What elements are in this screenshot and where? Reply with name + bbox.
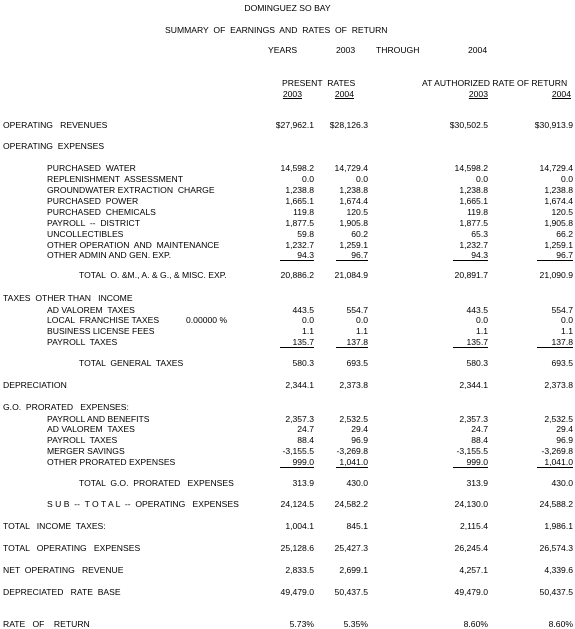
row-label: TOTAL OPERATING EXPENSES	[3, 543, 141, 553]
row-value: 0.0	[356, 174, 368, 184]
row-value: 137.8	[346, 337, 368, 347]
row-label: PURCHASED POWER	[47, 196, 139, 206]
subtotal-rule	[537, 260, 573, 261]
row-value: 580.3	[466, 358, 488, 368]
row-value: 119.8	[293, 207, 314, 217]
row-label: DEPRECIATED RATE BASE	[3, 587, 121, 597]
subtotal-rule	[453, 467, 488, 468]
row-value: 96.7	[556, 250, 573, 260]
row-label: REPLENISHMENT ASSESSMENT	[47, 174, 183, 184]
row-label: TAXES OTHER THAN INCOME	[3, 293, 133, 303]
row-value: 96.9	[351, 435, 368, 445]
row-value: 88.4	[471, 435, 488, 445]
row-label: PAYROLL AND BENEFITS	[47, 414, 150, 424]
row-label: OTHER OPERATION AND MAINTENANCE	[47, 240, 220, 250]
row-value: 1,674.4	[339, 196, 368, 206]
row-label: PURCHASED CHEMICALS	[47, 207, 156, 217]
row-value: 0.0	[561, 315, 573, 325]
row-value: 1,877.5	[285, 218, 314, 228]
row-value: 25,128.6	[280, 543, 314, 553]
row-value: -3,269.8	[336, 446, 368, 456]
row-label: LOCAL FRANCHISE TAXES	[47, 315, 160, 325]
row-value: 2,373.8	[339, 380, 368, 390]
row-label: AD VALOREM TAXES	[47, 424, 135, 434]
row-value: 999.0	[466, 457, 488, 467]
report-title: DOMINGUEZ SO BAY	[244, 3, 331, 13]
row-value: 14,729.4	[334, 163, 368, 173]
row-label: DEPRECIATION	[3, 380, 67, 390]
row-label: PAYROLL TAXES	[47, 435, 118, 445]
row-value: 50,437.5	[334, 587, 368, 597]
row-value: 25,427.3	[334, 543, 368, 553]
row-label: OPERATING REVENUES	[3, 120, 108, 130]
row-value: 1,905.8	[339, 218, 368, 228]
row-value: 21,084.9	[334, 270, 368, 280]
row-value: $30,502.5	[449, 120, 488, 130]
row-value: 120.5	[346, 207, 368, 217]
row-label: TOTAL INCOME TAXES:	[3, 521, 106, 531]
row-value: 1.1	[302, 326, 314, 336]
row-value: 94.3	[297, 250, 314, 260]
years-through: THROUGH	[376, 45, 420, 55]
subtotal-rule	[280, 467, 314, 468]
row-value: 2,115.4	[459, 521, 488, 531]
subtotal-rule	[336, 347, 368, 348]
authorized-rate-year-1: 2003	[468, 89, 488, 99]
row-value: 4,257.1	[459, 565, 488, 575]
row-value: 26,245.4	[454, 543, 488, 553]
row-value: 2,833.5	[285, 565, 314, 575]
row-value: -3,155.5	[282, 446, 314, 456]
row-value: 20,886.2	[280, 270, 314, 280]
row-label: OPERATING EXPENSES	[3, 141, 105, 151]
row-value: 29.4	[351, 424, 368, 434]
row-value: 20,891.7	[454, 270, 488, 280]
row-value: 49,479.0	[280, 587, 314, 597]
row-value: 845.1	[346, 521, 368, 531]
row-value: 1,238.8	[285, 185, 314, 195]
row-value: 24.7	[471, 424, 488, 434]
subtotal-rule	[453, 260, 488, 261]
row-value: 313.9	[466, 478, 488, 488]
row-value: 29.4	[556, 424, 573, 434]
row-value: 24.7	[297, 424, 314, 434]
row-value: 5.35%	[343, 619, 368, 629]
row-value: 65.3	[471, 229, 488, 239]
authorized-rate-label: AT AUTHORIZED RATE OF RETURN	[422, 78, 568, 88]
subtotal-rule	[280, 347, 314, 348]
row-value: 24,124.5	[280, 499, 314, 509]
row-value: 2,373.8	[544, 380, 573, 390]
row-value: 1,232.7	[459, 240, 488, 250]
row-label: BUSINESS LICENSE FEES	[47, 326, 155, 336]
row-value: $30,913.9	[534, 120, 573, 130]
present-rates-label: PRESENT RATES	[282, 78, 356, 88]
row-value: 1,259.1	[339, 240, 368, 250]
row-value: 313.9	[292, 478, 314, 488]
row-value: 137.8	[551, 337, 573, 347]
row-value: 96.7	[351, 250, 368, 260]
row-value: 443.5	[466, 305, 488, 315]
row-value: 5.73%	[289, 619, 314, 629]
row-label: TOTAL G.O. PRORATED EXPENSES	[79, 478, 234, 488]
row-value: 135.7	[292, 337, 314, 347]
row-value: 50,437.5	[539, 587, 573, 597]
row-value: 2,357.3	[285, 414, 314, 424]
row-label: PAYROLL -- DISTRICT	[47, 218, 140, 228]
years-from: 2003	[336, 45, 356, 55]
row-label: MERGER SAVINGS	[47, 446, 125, 456]
row-label: RATE OF RETURN	[3, 619, 90, 629]
row-value: 96.9	[556, 435, 573, 445]
subtotal-rule	[280, 260, 314, 261]
row-label: GROUNDWATER EXTRACTION CHARGE	[47, 185, 215, 195]
subtotal-rule	[336, 467, 368, 468]
row-value: 1,674.4	[544, 196, 573, 206]
row-value: 1,877.5	[459, 218, 488, 228]
row-value: 2,699.1	[339, 565, 368, 575]
subtotal-rule	[453, 347, 488, 348]
franchise-tax-rate: 0.00000 %	[186, 315, 228, 325]
row-value: 554.7	[346, 305, 368, 315]
row-value: $28,126.3	[329, 120, 368, 130]
row-value: 14,598.2	[454, 163, 488, 173]
row-label: TOTAL O. &M., A. & G., & MISC. EXP.	[79, 270, 227, 280]
row-label: G.O. PRORATED EXPENSES:	[3, 402, 129, 412]
row-value: 1,665.1	[459, 196, 488, 206]
row-value: 0.0	[476, 174, 488, 184]
subtotal-rule	[537, 467, 573, 468]
row-value: 135.7	[466, 337, 488, 347]
row-value: 693.5	[551, 358, 573, 368]
row-value: 120.5	[551, 207, 573, 217]
row-value: 1.1	[356, 326, 368, 336]
row-label: PAYROLL TAXES	[47, 337, 118, 347]
row-value: 1,232.7	[285, 240, 314, 250]
row-value: 119.8	[467, 207, 488, 217]
row-label: S U B -- T O T A L -- OPERATING EXPENSES	[47, 499, 239, 509]
present-rates-year-2: 2004	[334, 89, 354, 99]
row-value: 8.60%	[463, 619, 488, 629]
years-label: YEARS	[268, 45, 298, 55]
row-value: 2,344.1	[285, 380, 314, 390]
row-label: PURCHASED WATER	[47, 163, 136, 173]
row-value: 0.0	[356, 315, 368, 325]
row-value: 60.2	[351, 229, 368, 239]
report-subtitle: SUMMARY OF EARNINGS AND RATES OF RETURN	[165, 25, 388, 35]
row-value: 0.0	[302, 315, 314, 325]
row-value: 580.3	[292, 358, 314, 368]
row-value: 8.60%	[548, 619, 573, 629]
row-value: 21,090.9	[539, 270, 573, 280]
row-value: 24,130.0	[454, 499, 488, 509]
years-to: 2004	[468, 45, 488, 55]
row-value: 1,986.1	[544, 521, 573, 531]
row-value: 1,041.0	[339, 457, 368, 467]
row-value: $27,962.1	[275, 120, 314, 130]
subtotal-rule	[537, 347, 573, 348]
row-label: NET OPERATING REVENUE	[3, 565, 124, 575]
row-value: -3,269.8	[541, 446, 573, 456]
row-value: 88.4	[297, 435, 314, 445]
row-value: 1,665.1	[285, 196, 314, 206]
row-label: AD VALOREM TAXES	[47, 305, 135, 315]
row-value: 554.7	[551, 305, 573, 315]
row-value: 26,574.3	[539, 543, 573, 553]
row-value: 2,532.5	[339, 414, 368, 424]
row-value: 24,588.2	[539, 499, 573, 509]
row-value: 59.8	[297, 229, 314, 239]
row-value: 14,729.4	[539, 163, 573, 173]
row-value: 2,344.1	[459, 380, 488, 390]
row-value: 1,004.1	[285, 521, 314, 531]
row-value: 14,598.2	[280, 163, 314, 173]
row-value: 66.2	[556, 229, 573, 239]
row-label: TOTAL GENERAL TAXES	[79, 358, 184, 368]
subtotal-rule	[336, 260, 368, 261]
row-value: 443.5	[292, 305, 314, 315]
present-rates-year-1: 2003	[282, 89, 302, 99]
row-value: 1,238.8	[544, 185, 573, 195]
row-value: 0.0	[476, 315, 488, 325]
row-value: 1,238.8	[459, 185, 488, 195]
row-label: OTHER ADMIN AND GEN. EXP.	[47, 250, 171, 260]
row-value: 24,582.2	[334, 499, 368, 509]
row-value: 1,259.1	[544, 240, 573, 250]
row-value: 2,532.5	[544, 414, 573, 424]
row-value: 999.0	[292, 457, 314, 467]
row-value: 0.0	[561, 174, 573, 184]
row-value: 430.0	[346, 478, 368, 488]
row-value: 94.3	[471, 250, 488, 260]
row-value: 693.5	[346, 358, 368, 368]
row-value: 1.1	[476, 326, 488, 336]
row-value: 2,357.3	[459, 414, 488, 424]
row-value: 430.0	[551, 478, 573, 488]
row-value: 4,339.6	[544, 565, 573, 575]
row-value: 1,905.8	[544, 218, 573, 228]
row-value: 0.0	[302, 174, 314, 184]
authorized-rate-year-2: 2004	[551, 89, 571, 99]
row-value: 49,479.0	[454, 587, 488, 597]
row-label: UNCOLLECTIBLES	[47, 229, 124, 239]
row-value: -3,155.5	[456, 446, 488, 456]
row-value: 1,041.0	[544, 457, 573, 467]
row-value: 1.1	[561, 326, 573, 336]
row-value: 1,238.8	[339, 185, 368, 195]
row-label: OTHER PRORATED EXPENSES	[47, 457, 176, 467]
